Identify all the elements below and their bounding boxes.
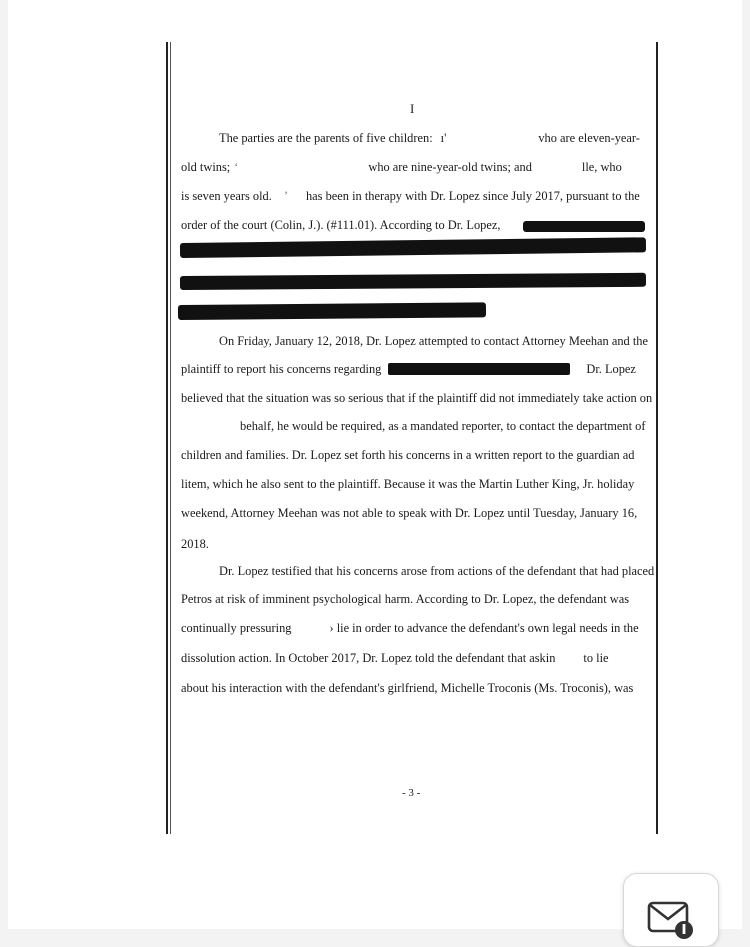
redaction-bar	[523, 221, 645, 232]
text-line: Petros at risk of imminent psychological harm. According to Dr. Lopez, the defendant was	[181, 592, 630, 606]
page-number: - 3 -	[402, 787, 421, 799]
text-line: children and families. Dr. Lopez set forth his concerns in a written report to the guardian ad	[181, 448, 635, 462]
text-line: believed that the situation was so serious that if the plaintiff did not immediately take action on	[181, 391, 653, 405]
text-line: The parties are the parents of five children: ı' vho are eleven-year-	[219, 131, 640, 145]
section-heading: I	[410, 101, 415, 116]
text-line: is seven years old. ’ has been in therapy with Dr. Lopez since July 2017, pursuant to the	[181, 189, 640, 203]
left-margin-line-inner	[170, 42, 171, 834]
text-line: old twins; ‘ who are nine-year-old twins; and lle, who	[181, 160, 622, 174]
text-line: order of the court (Colin, J.). (#111.01). According to Dr. Lopez,	[181, 218, 501, 232]
mail-button[interactable]	[623, 873, 719, 947]
mail-icon	[646, 900, 694, 940]
text-line: dissolution action. In October 2017, Dr. Lopez told the defendant that askin to lie	[181, 651, 609, 665]
text-line: Dr. Lopez testified that his concerns arose from actions of the defendant that had placed	[219, 564, 655, 578]
text-line: about his interaction with the defendant's girlfriend, Michelle Troconis (Ms. Troconis), was	[181, 681, 634, 695]
text-line: 2018.	[181, 537, 209, 551]
redaction-bar	[388, 363, 570, 375]
text-line: On Friday, January 12, 2018, Dr. Lopez attempted to contact Attorney Meehan and the	[219, 334, 648, 348]
right-margin-line	[656, 42, 658, 834]
text-line: continually pressuring › lie in order to advance the defendant's own legal needs in the	[181, 621, 639, 635]
text-line: litem, which he also sent to the plaintiff. Because it was the Martin Luther King, Jr. holiday	[181, 477, 635, 491]
text-line: plaintiff to report his concerns regarding Dr. Lopez	[181, 362, 636, 376]
text-line: weekend, Attorney Meehan was not able to speak with Dr. Lopez until Tuesday, January 16,	[181, 506, 638, 520]
left-margin-line	[166, 42, 168, 834]
text-line: behalf, he would be required, as a mandated reporter, to contact the department of	[240, 419, 646, 433]
redaction-bar	[178, 302, 486, 320]
